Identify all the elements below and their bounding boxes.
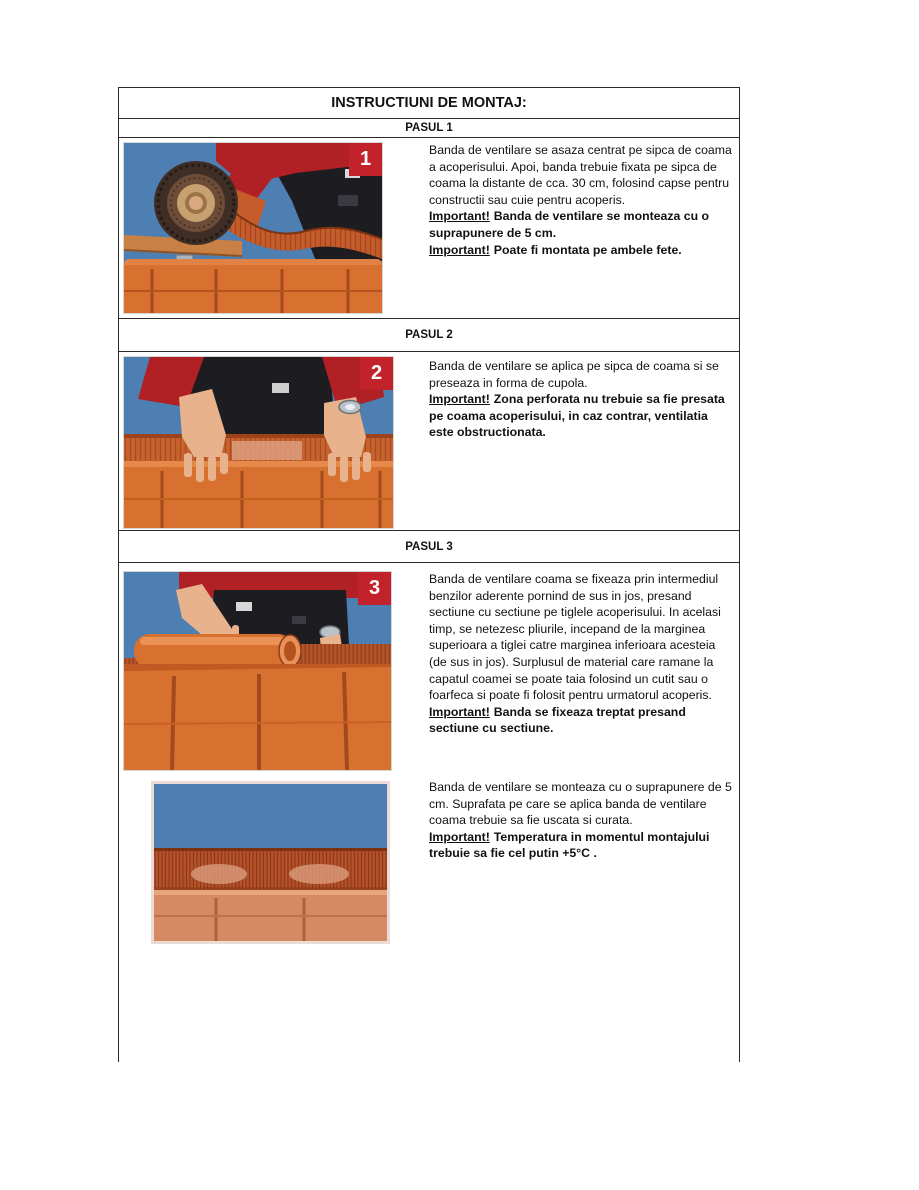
step2-image-column: [119, 352, 429, 529]
body-text: Banda de ventilare se asaza centrat pe sipca de coama a acoperisului. Apoi, banda trebuie fixata pe sipca de coama la distante de cca. 30 cm, folosind capse pentru constructii sau cuie pentru acoperis.: [429, 143, 732, 207]
important-note: [429, 208, 735, 241]
important-text: Zona perforata nu trebuie sa fie presata pe coama acoperisului, in caz contrar, ventilatia este obstructionata.: [429, 392, 725, 440]
important-note: [429, 704, 735, 737]
step3-text: [429, 563, 739, 737]
step2-content: [119, 352, 739, 531]
step3-photo-illustration: [124, 572, 391, 770]
body-text: Banda de ventilare se aplica pe sipca de coama si se preseaza in forma de cupola.: [429, 359, 719, 390]
step3-photo: [123, 571, 392, 771]
body-text: Banda de ventilare se monteaza cu o suprapunere de 5 cm. Suprafata pe care se aplica banda de ventilare coama trebuie sa fie uscata si curata.: [429, 780, 732, 828]
step2-photo-illustration: [124, 357, 393, 528]
step3-header: PASUL 3: [119, 531, 739, 563]
important-label: Important!: [429, 704, 490, 719]
step3-extra-photo: [151, 781, 390, 944]
important-note: [429, 242, 735, 259]
step3-extra-text: [429, 777, 739, 862]
paragraph: [429, 779, 735, 829]
important-label: Important!: [429, 392, 490, 407]
step1-header: PASUL 1: [119, 119, 739, 138]
step1-text: [429, 138, 739, 258]
step2-text: [429, 352, 739, 441]
wristwatch: [339, 401, 361, 414]
step2-header: PASUL 2: [119, 319, 739, 352]
roof-tiles: [124, 265, 382, 313]
step-number-badge: 3: [358, 572, 391, 605]
important-label: Important!: [429, 242, 490, 257]
step1-content: [119, 138, 739, 319]
step3-extra-photo-illustration: [154, 784, 387, 941]
step3-extra-image-column: [119, 777, 429, 944]
important-note: [429, 829, 735, 862]
important-text: Temperatura in momentul montajului trebuie sa fie cel putin +5°C .: [429, 829, 710, 861]
important-label: Important!: [429, 829, 490, 844]
step1-photo-illustration: [124, 143, 382, 313]
step-number-badge: 2: [360, 357, 393, 390]
perforated-zone: [232, 441, 302, 460]
paragraph: [429, 142, 735, 208]
paragraph: [429, 358, 735, 391]
ridge-cap-tile: [134, 634, 301, 668]
important-text: Banda se fixeaza treptat presand sectiune cu sectiune.: [429, 704, 686, 736]
step-number-badge: 1: [349, 143, 382, 176]
instructions-table: [118, 87, 740, 1062]
step3-group-b: [119, 777, 739, 944]
roof-tiles: [154, 895, 387, 941]
sky: [154, 784, 387, 854]
step3-content: [119, 563, 739, 1063]
body-text: Banda de ventilare coama se fixeaza prin intermediul benzilor aderente pornind de sus in jos, presand sectiune cu sectiune pe tiglele acoperisului. In acelasi timp, se netezesc pliurile, incepand de la marginea superioara a tiglei catre marginea inferioara acesteia (de sus in jos). Surplusul de material care ramane la capatul coamei se poate taia folosind un cutit sau o foarfeca si poate fi folosit pentru urmatorul acoperis.: [429, 572, 721, 703]
important-label: Important!: [429, 209, 490, 224]
important-note: [429, 391, 735, 441]
paragraph: [429, 571, 735, 704]
important-text: Banda de ventilare se monteaza cu o suprapunere de 5 cm.: [429, 209, 710, 240]
page-title: INSTRUCTIUNI DE MONTAJ:: [119, 88, 739, 119]
band-roll: [154, 161, 238, 245]
step1-photo: [123, 142, 383, 314]
step2-photo: [123, 356, 394, 529]
step3-group-a: [119, 563, 739, 771]
step3-image-column: [119, 563, 429, 771]
step1-image-column: [119, 138, 429, 314]
important-text: Poate fi montata pe ambele fete.: [493, 242, 682, 257]
